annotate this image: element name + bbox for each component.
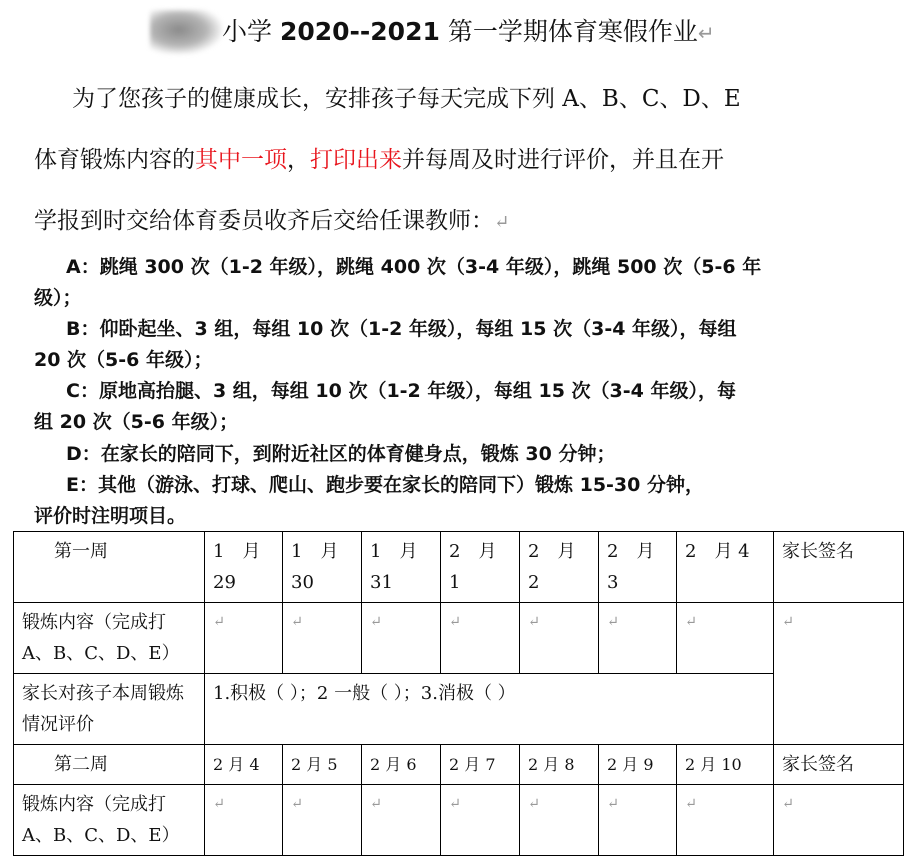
date-cell: 2 月 5 [283, 745, 362, 785]
date-cell: 1 月 29 [205, 532, 283, 603]
week2-header-row [14, 745, 904, 785]
date-cell: 2 月 7 [441, 745, 520, 785]
date-cell: 1 月 30 [283, 532, 362, 603]
exercise-input-cell[interactable]: ↵ [362, 603, 441, 674]
week2-exercise-row [14, 785, 904, 856]
exercise-input-cell[interactable]: ↵ [362, 785, 441, 856]
intro-text: ， [287, 147, 310, 173]
item-b-cont: 20 次（5-6 年级）； [34, 349, 213, 371]
item-e-cont: 评价时注明项目。 [34, 505, 187, 527]
signature-header: 家长签名 [774, 745, 904, 785]
date-cell: 2 月 6 [362, 745, 441, 785]
date-cell: 2 月 4 [205, 745, 283, 785]
exercise-input-cell[interactable]: ↵ [520, 603, 599, 674]
week1-eval-row [14, 674, 904, 745]
eval-options[interactable]: 1.积极（ ）；2 一般（ ）；3.消极（ ） [205, 674, 774, 745]
week1-exercise-row [14, 603, 904, 674]
intro-line-1: 为了您孩子的健康成长，安排孩子每天完成下列 A、B、C、D、E [72, 86, 741, 112]
exercise-input-cell[interactable]: ↵ [283, 603, 362, 674]
exercise-input-cell[interactable]: ↵ [599, 603, 677, 674]
exercise-input-cell[interactable]: ↵ [520, 785, 599, 856]
exercise-input-cell[interactable]: ↵ [677, 785, 774, 856]
week1-label: 第一周 [14, 532, 205, 603]
exercise-input-cell[interactable]: ↵ [205, 785, 283, 856]
date-cell: 2 月 8 [520, 745, 599, 785]
title-suffix: 第一学期体育寒假作业 [439, 17, 698, 46]
week1-header-row [14, 532, 904, 603]
intro-line-2 [34, 141, 724, 174]
item-c-cont: 组 20 次（5-6 年级）； [34, 411, 239, 433]
date-cell: 2 月 2 [520, 532, 599, 603]
exercise-label: 锻炼内容（完成打A、B、C、D、E） [14, 785, 205, 856]
exercise-input-cell[interactable]: ↵ [599, 785, 677, 856]
signature-input-cell[interactable]: ↵ [774, 785, 904, 856]
item-e: E：其他（游泳、打球、爬山、跑步要在家长的陪同下）锻炼 15-30 分钟， [66, 474, 704, 496]
item-d: D：在家长的陪同下，到附近社区的体育健身点，锻炼 30 分钟； [66, 443, 616, 465]
intro-text: 体育锻炼内容的 [34, 147, 195, 173]
paragraph-mark: ↵ [697, 21, 715, 45]
intro-text: 学报到时交给体育委员收齐后交给任课教师： [34, 208, 494, 234]
date-cell: 2 月 3 [599, 532, 677, 603]
paragraph-mark: ↵ [494, 212, 510, 233]
title-prefix: 小学 [222, 17, 280, 46]
item-a: A：跳绳 300 次（1-2 年级），跳绳 400 次（3-4 年级），跳绳 500 次（5-6 年 [66, 256, 762, 278]
exercise-input-cell[interactable]: ↵ [441, 603, 520, 674]
document-title [150, 12, 715, 48]
highlight-print: 打印出来 [310, 147, 402, 173]
intro-text: 并每周及时进行评价，并且在开 [402, 147, 724, 173]
eval-label: 家长对孩子本周锻炼情况评价 [14, 674, 205, 745]
week2-label: 第二周 [14, 745, 205, 785]
date-cell: 2 月 1 [441, 532, 520, 603]
item-c: C：原地高抬腿、3 组，每组 10 次（1-2 年级），每组 15 次（3-4 年级），每 [66, 380, 737, 402]
exercise-input-cell[interactable]: ↵ [441, 785, 520, 856]
signature-input-cell[interactable]: ↵ [774, 603, 904, 745]
item-b: B：仰卧起坐、3 组，每组 10 次（1-2 年级），每组 15 次（3-4 年级），每组 [66, 318, 737, 340]
exercise-label: 锻炼内容（完成打A、B、C、D、E） [14, 603, 205, 674]
date-cell: 2 月 9 [599, 745, 677, 785]
date-cell: 2 月 4 [677, 532, 774, 603]
exercise-input-cell[interactable]: ↵ [205, 603, 283, 674]
weekly-exercise-table [13, 531, 904, 856]
signature-header: 家长签名 [774, 532, 904, 603]
highlight-one-item: 其中一项 [195, 147, 287, 173]
intro-line-3 [34, 202, 509, 235]
exercise-input-cell[interactable]: ↵ [283, 785, 362, 856]
date-cell: 1 月 31 [362, 532, 441, 603]
item-a-cont: 级）； [34, 287, 82, 309]
date-cell: 2 月 10 [677, 745, 774, 785]
exercise-input-cell[interactable]: ↵ [677, 603, 774, 674]
title-year: 2020--2021 [279, 17, 440, 46]
